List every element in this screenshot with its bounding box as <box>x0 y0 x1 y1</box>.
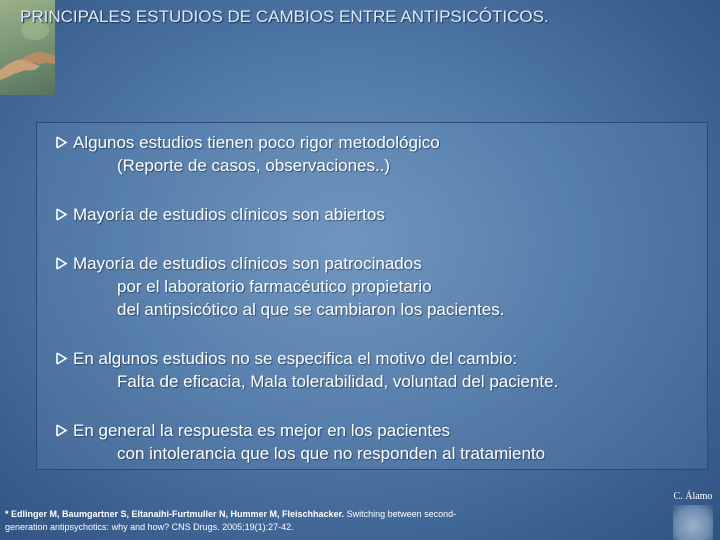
arrow-bullet-icon <box>55 252 69 275</box>
footnote-citation: generation antipsychotics: why and how? CNS Drugs. 2005;19(1):27-42. <box>5 522 294 532</box>
bullet-subtext: (Reporte de casos, observaciones..) <box>117 156 391 175</box>
bullet-subtext: Falta de eficacia, Mala tolerabilidad, voluntad del paciente. <box>117 372 559 391</box>
bullet-item <box>55 131 440 177</box>
footnote-authors: * Edlinger M, Baumgartner S, Eltanaihi-Furtmuller N, Hummer M, Fleischhacker. <box>5 509 345 519</box>
bullet-item <box>55 419 545 465</box>
bullet-subtext: por el laboratorio farmacéutico propietario <box>117 277 432 296</box>
arrow-bullet-icon <box>55 347 69 370</box>
bullet-text: Mayoría de estudios clínicos son patrocinados <box>73 254 422 273</box>
arrow-bullet-icon <box>55 131 69 154</box>
bullet-text: Algunos estudios tienen poco rigor metodológico <box>73 133 440 152</box>
bullet-item <box>55 347 558 393</box>
bullet-item <box>55 203 385 226</box>
bullet-subtext: del antipsicótico al que se cambiaron los pacientes. <box>117 300 505 319</box>
footnote <box>5 508 575 534</box>
emblem-icon <box>673 505 713 540</box>
bullet-text: Mayoría de estudios clínicos son abiertos <box>73 205 385 224</box>
page-title: PRINCIPALES ESTUDIOS DE CAMBIOS ENTRE ANTIPSICÓTICOS. <box>20 7 549 26</box>
author-signature: C. Álamo <box>673 491 713 502</box>
footnote-title: Switching between second- <box>344 509 457 519</box>
bullet-subtext: con intolerancia que los que no responden al tratamiento <box>117 444 546 463</box>
arrow-bullet-icon <box>55 419 69 442</box>
bullet-text: En general la respuesta es mejor en los pacientes <box>73 421 451 440</box>
content-box <box>36 122 708 470</box>
arrow-bullet-icon <box>55 203 69 226</box>
bullet-text: En algunos estudios no se especifica el motivo del cambio: <box>73 349 518 368</box>
bullet-item <box>55 252 504 321</box>
